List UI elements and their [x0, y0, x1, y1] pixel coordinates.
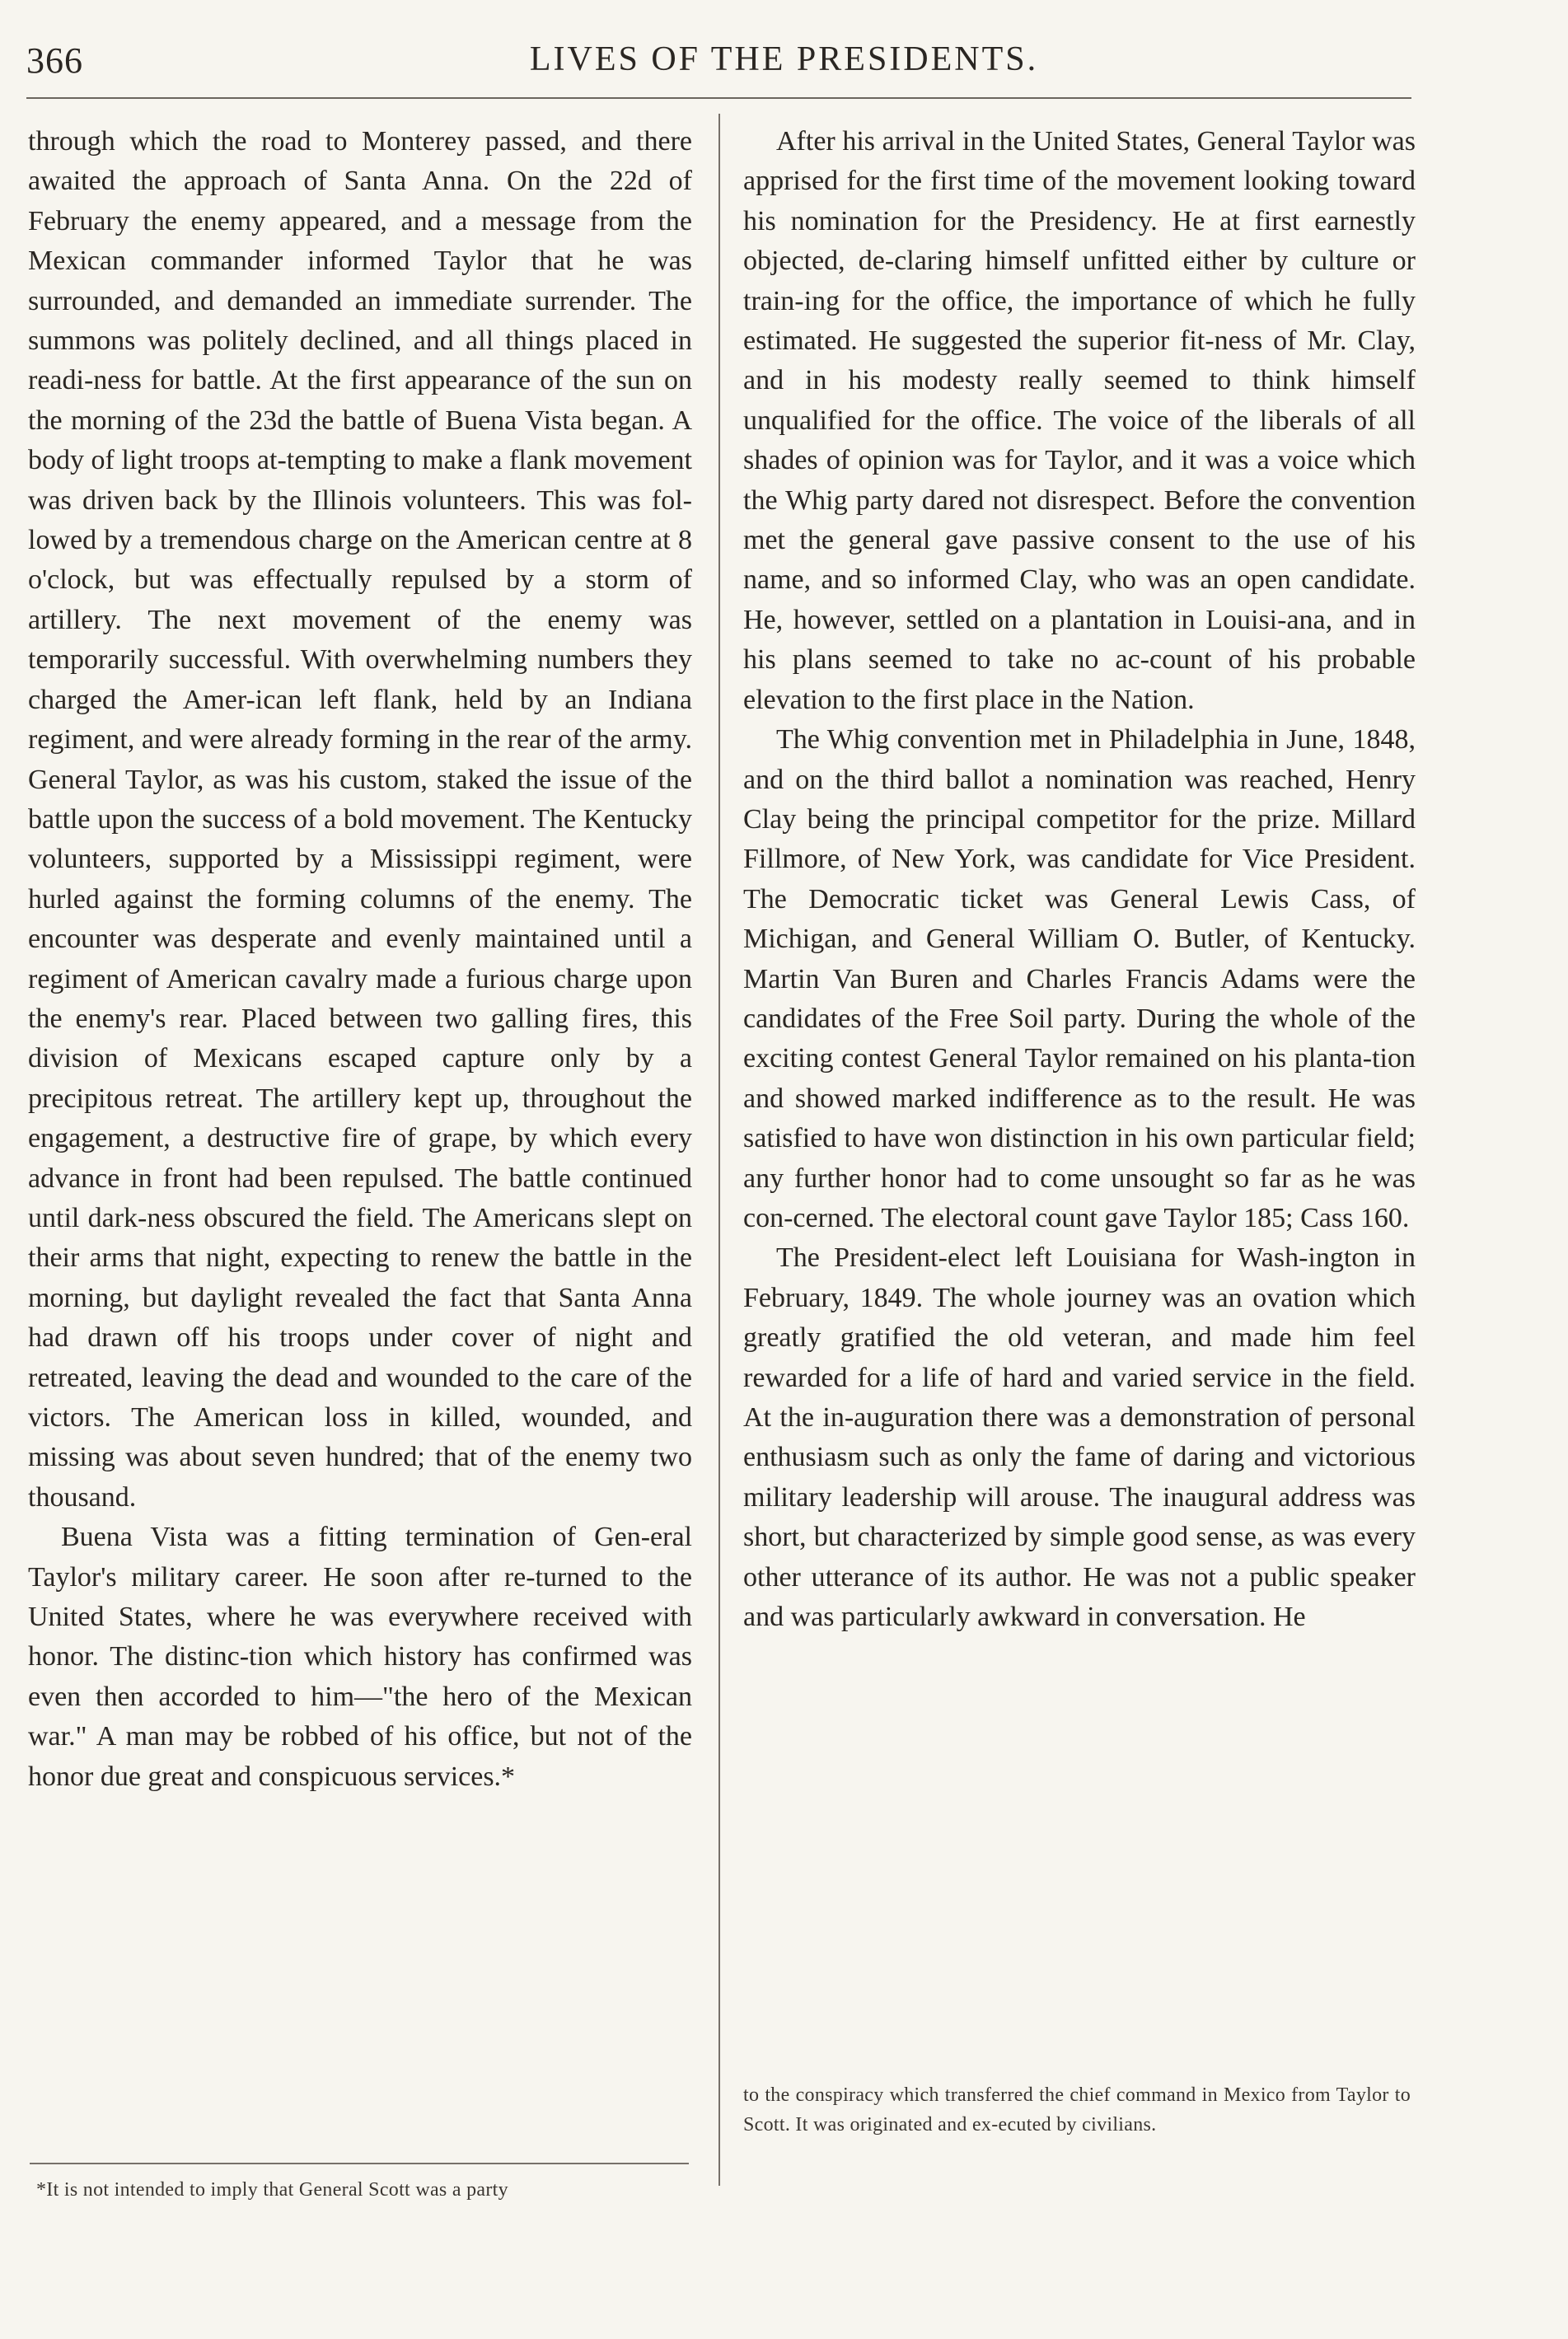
running-title: LIVES OF THE PRESIDENTS.	[529, 40, 1039, 78]
right-column	[743, 122, 1416, 1637]
column-divider	[718, 114, 720, 2186]
paragraph: The Whig convention met in Philadelphia in June, 1848, and on the third ballot a nomination was reached, Henry Clay being the principal competitor for the prize. Millard Fillmore, of New York, was candidate for Vice President. The Democratic ticket was General Lewis Cass, of Michigan, and General William O. Butler, of Kentucky. Martin Van Buren and Charles Francis Adams were the candidates of the Free Soil party. During the whole of the exciting contest General Taylor remained on his planta-tion and showed marked indifference as to the result. He was satisfied to have won distinction in his own particular field; any further honor had to come unsought so far as he was con-cerned. The electoral count gave Taylor 185; Cass 160.	[743, 724, 1416, 1233]
paragraph: After his arrival in the United States, General Taylor was apprised for the first time of the movement looking toward his nomination for the Presidency. He at first earnestly objected, de-claring himself unfitted either by culture or train-ing for the office, the importance of which he fully estimated. He suggested the superior fit-ness of Mr. Clay, and in his modesty really seemed to think himself unqualified for the office. The voice of the liberals of all shades of opinion was for Taylor, and it was a voice which the Whig party dared not disrespect. Before the convention met the general gave passive consent to the use of his name, and so informed Clay, who was an open candidate. He, however, settled on a plantation in Louisi-ana, and in his plans seemed to take no ac-count of his probable elevation to the first place in the Nation.	[743, 126, 1416, 715]
paragraph: The President-elect left Louisiana for Wash-ington in February, 1849. The whole journey was an ovation which greatly gratified the old veteran, and made him feel rewarded for a life of hard and varied service in the field. At the in-auguration there was a demonstration of personal enthusiasm such as only the fame of daring and victorious military leadership will arouse. The inaugural address was short, but characterized by simple good sense, as was every other utterance of its author. He was not a public speaker and was particularly awkward in conversation. He	[743, 1242, 1416, 1633]
footnote-rule	[30, 2163, 689, 2164]
page-header	[26, 28, 1542, 86]
footnote-left: *It is not intended to imply that General Scott was a party	[36, 2179, 508, 2201]
paragraph: Buena Vista was a fitting termination of Gen-eral Taylor's military career. He soon after re-turned to the United States, where he was everywhere received with honor. The distinc-tion which history has confirmed was even then accorded to him—"the hero of the Mexican war." A man may be robbed of his office, but not of the honor due great and conspicuous services.*	[28, 1522, 692, 1792]
footnote-right: to the conspiracy which transferred the chief command in Mexico from Taylor to Scott. It was originated and ex-ecuted by civilians.	[743, 2084, 1411, 2136]
paragraph: through which the road to Monterey passed, and there awaited the approach of Santa Anna. On the 22d of February the enemy appeared, and a message from the Mexican commander informed Taylor that he was surrounded, and demanded an immediate surrender. The summons was politely declined, and all things placed in readi-ness for battle. At the first appearance of the sun on the morning of the 23d the battle of Buena Vista began. A body of light troops at-tempting to make a flank movement was driven back by the Illinois volunteers. This was fol-lowed by a tremendous charge on the American centre at 8 o'clock, but was effectually repulsed by a storm of artillery. The next movement of the enemy was temporarily successful. With overwhelming numbers they charged the Amer-ican left flank, held by an Indiana regiment, and were already forming in the rear of the army. General Taylor, as was his custom, staked the issue of the battle upon the success of a bold movement. The Kentucky volunteers, supported by a Mississippi regiment, were hurled against the forming columns of the enemy. The encounter was desperate and evenly maintained until a regiment of American cavalry made a furious charge upon the enemy's rear. Placed between two galling fires, this division of Mexicans escaped capture only by a precipitous retreat. The artillery kept up, throughout the engagement, a destructive fire of grape, by which every advance in front had been repulsed. The battle continued until dark-ness obscured the field. The Americans slept on their arms that night, expecting to renew the battle in the morning, but daylight revealed the fact that Santa Anna had drawn off his troops under cover of night and retreated, leaving the dead and wounded to the care of the victors. The American loss in killed, wounded, and missing was about seven hundred; that of the enemy two thousand.	[28, 126, 692, 1513]
header-rule	[26, 97, 1411, 99]
left-column	[28, 122, 692, 1797]
page-number: 366	[26, 40, 83, 81]
